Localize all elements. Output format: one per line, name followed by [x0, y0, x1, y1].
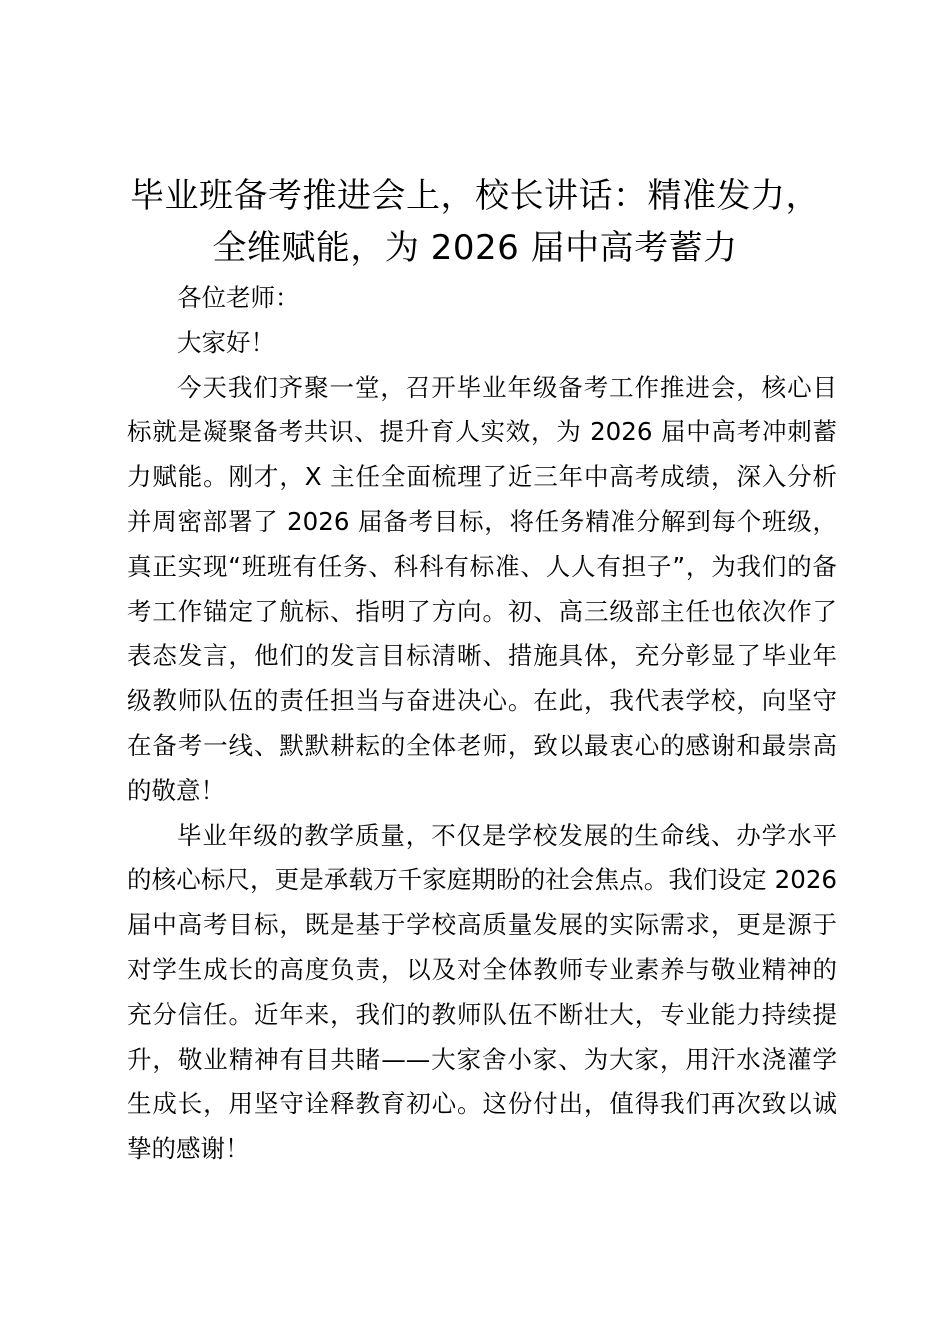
salutation: 各位老师：	[177, 283, 300, 312]
document-title-line-2: 全维赋能，为 2026 届中高考蓄力	[212, 228, 738, 268]
document-body	[127, 276, 837, 1172]
body-paragraph: 今天我们齐聚一堂，召开毕业年级备考工作推进会，核心目标就是凝聚备考共识、提升育人实效，为 2026 届中高考冲刺蓄力赋能。刚才，X 主任全面梳理了近三年中高考成绩，深入分析并周密部署了 2026 届备考目标，将任务精准分解到每个班级，真正实现“班班有任务、科科有标准、人人有担子”，为我们的备考工作锚定了航标、指明了方向。初、高三级部主任也依次作了表态发言，他们的发言目标清晰、措施具体，充分彰显了毕业年级教师队伍的责任担当与奋进决心。在此，我代表学校，向坚守在备考一线、默默耕耘的全体老师，致以最衷心的感谢和最崇高的敬意！	[127, 372, 837, 805]
greeting: 大家好！	[177, 327, 275, 357]
document-title-line-1: 毕业班备考推进会上，校长讲话：精准发力，	[130, 176, 820, 216]
body-paragraph: 毕业年级的教学质量，不仅是学校发展的生命线、办学水平的核心标尺，更是承载万千家庭期盼的社会焦点。我们设定 2026 届中高考目标，既是基于学校高质量发展的实际需求，更是源于对学生成长的高度负责，以及对全体教师专业素养与敬业精神的充分信任。近年来，我们的教师队伍不断壮大，专业能力持续提升，敬业精神有目共睹——大家舍小家、为大家，用汗水浇灌学生成长，用坚守诠释教育初心。这份付出，值得我们再次致以诚挚的感谢！	[127, 820, 837, 1164]
